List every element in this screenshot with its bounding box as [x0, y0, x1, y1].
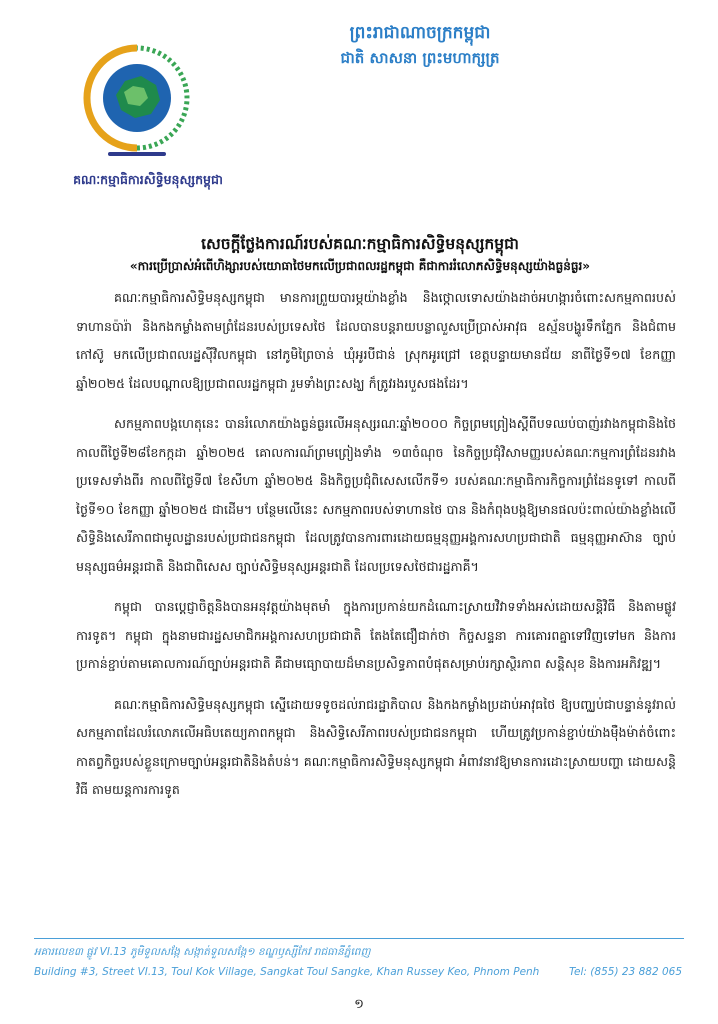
footer-telephone: Tel: (855) 23 882 065 — [568, 966, 682, 978]
footer-address-english: Building #3, Street VI.13, Toul Kok Village, Sangkat Toul Sangke, Khan Russey Keo, Phnom Penh — [34, 966, 540, 978]
kingdom-header — [240, 20, 600, 70]
statement-title: សេចក្ដីថ្លែងការណ៍របស់គណៈកម្មាធិការសិទ្ធិមនុស្សកម្ពុជា — [201, 235, 519, 253]
chr-logo-icon — [78, 40, 196, 170]
organization-name: គណៈកម្មាធិការសិទ្ធិមនុស្សកម្ពុជា — [73, 172, 223, 187]
footer-divider — [34, 938, 684, 939]
statement-subtitle: «ការប្រើប្រាស់អំពើហិង្សារបស់យោធាថៃមកលើប្រជាពលរដ្ឋកម្ពុជា គឺជាការរំលោភសិទ្ធិមនុស្សយ៉ាងធ្ងន់ធ្ងរ» — [129, 259, 591, 273]
paragraph-3: កម្ពុជា បានប្ដេជ្ញាចិត្តនិងបានអនុវត្តយ៉ាងមុតមាំ ក្នុងការប្រកាន់យកដំណោះស្រាយវិវាទទាំងអស់ដោយសន្តិវិធី និងតាមផ្លូវការទូត។ កម្ពុជា ក្នុងនាមជារដ្ឋសមាជិកអង្គការសហប្រជាជាតិ តែងតែជឿជាក់ថា កិច្ចសន្ទនា ការគោរពគ្នាទៅវិញទៅមក និងការប្រកាន់ខ្ជាប់តាមគោលការណ៍ច្បាប់អន្តរជាតិ គឺជាមធ្យោបាយដ៏មានប្រសិទ្ធភាពបំផុតសម្រាប់រក្សាស្ថិរភាព សន្តិសុខ និងការអភិវឌ្ឍ។ — [76, 599, 676, 671]
kingdom-line: ព្រះរាជាណាចក្រកម្ពុជា — [349, 23, 491, 43]
paragraph-4: គណៈកម្មាធិការសិទ្ធិមនុស្សកម្ពុជា ស្នើដោយទទូចដល់រាជរដ្ឋាភិបាល និងកងកម្លាំងប្រដាប់អាវុធថៃ ឱ្យបញ្ឈប់ជាបន្ទាន់នូវរាល់សកម្មភាពដែលរំលោភលើអធិបតេយ្យភាពកម្ពុជា និងសិទ្ធិសេរីភាពរបស់ប្រជាជនកម្ពុជា ហើយត្រូវប្រកាន់ខ្ជាប់យ៉ាងម៉ឺងម៉ាត់ចំពោះកាតព្វកិច្ចរបស់ខ្លួនក្រោមច្បាប់អន្តរជាតិនិងតំបន់។ គណៈកម្មាធិការសិទ្ធិមនុស្សកម្ពុជា អំពាវនាវឱ្យមានការដោះស្រាយបញ្ហា ដោយសន្តិវិធី តាមយន្តការការទូត — [76, 696, 676, 797]
statement-title-block — [40, 232, 680, 276]
page-number: ១ — [354, 997, 364, 1012]
footer-address-khmer: អគារលេខ៣ ផ្លូវ VI.13 ភូមិទួលសង្កែ សង្កាត់ទួលសង្កែ១ ខណ្ឌឫស្សីកែវ រាជធានីភ្នំពេញ — [34, 946, 371, 958]
paragraph-1: គណៈកម្មាធិការសិទ្ធិមនុស្សកម្ពុជា មានការព្រួយបារម្ភយ៉ាងខ្លាំង និងថ្កោលទោសយ៉ាងដាច់អហង្ការចំពោះសកម្មភាពរបស់ទាហានប៉ារ៉ា និងកងកម្លាំងតាមព្រំដែនរបស់ប្រទេសថៃ ដែលបានបន្តរាយបន្លាលួសប្រើប្រាស់អាវុធ ឧស្ម័នបង្ហូរទឹកភ្នែក និងជំពាមកៅស៊ូ មកលើប្រជាពលរដ្ឋស៊ីវិលកម្ពុជា នៅភូមិព្រៃចាន់ ឃុំអូរបីជាន់ ស្រុកអូរជ្រៅ ខេត្តបន្ទាយមានជ័យ នាពីថ្ងៃទី១៧ ខែកញ្ញា ឆ្នាំ២០២៥ ដែលបណ្ដាលឱ្យប្រជាពលរដ្ឋកម្ពុជា រួមទាំងព្រះសង្ឃ ក៏ត្រូវរងរបួសផងដែរ។ — [76, 290, 676, 391]
motto-line: ជាតិ សាសនា ព្រះមហាក្សត្រ — [340, 49, 500, 67]
paragraph-2: សកម្មភាពបង្កហេតុនេះ បានរំលោភយ៉ាងធ្ងន់ធ្ងរលើអនុស្សរណៈឆ្នាំ២០០០ កិច្ចព្រមព្រៀងស្ដីពីបទឈប់បាញ់រវាងកម្ពុជានិងថៃ កាលពីថ្ងៃទី២៨ខែកក្កដា ឆ្នាំ២០២៥ គោលការណ៍ព្រមព្រៀងទាំង ១៣ចំណុច នៃកិច្ចប្រជុំវិសាមញ្ញរបស់គណៈកម្មការព្រំដែនរវាងប្រទេសទាំងពីរ កាលពីថ្ងៃទី៧ ខែសីហា ឆ្នាំ២០២៥ និងកិច្ចប្រជុំពិសេសលើកទី១ របស់គណៈកម្មាធិការកិច្ចការព្រំដែនទូទៅ កាលពីថ្ងៃទី១០ ខែកញ្ញា ឆ្នាំ២០២៥ ជាដើម។ បន្ថែមលើនេះ សកម្មភាពរបស់ទាហានថៃ បាន និងកំពុងបង្កឱ្យមានផលប៉ះពាល់យ៉ាងខ្លាំងលើសិទ្ធិនិងសេរីភាពជាមូលដ្ឋានរបស់ប្រជាជនកម្ពុជា ដែលត្រូវបានការពារដោយធម្មនុញ្ញអង្គការសហប្រជាជាតិ ធម្មនុញ្ញអាស៊ាន ច្បាប់មនុស្សធម៌អន្តរជាតិ និងជាពិសេស ច្បាប់សិទ្ធិមនុស្សអន្តរជាតិ ដែលប្រទេសថៃជារដ្ឋភាគី។ — [76, 416, 676, 574]
statement-body — [76, 284, 676, 924]
